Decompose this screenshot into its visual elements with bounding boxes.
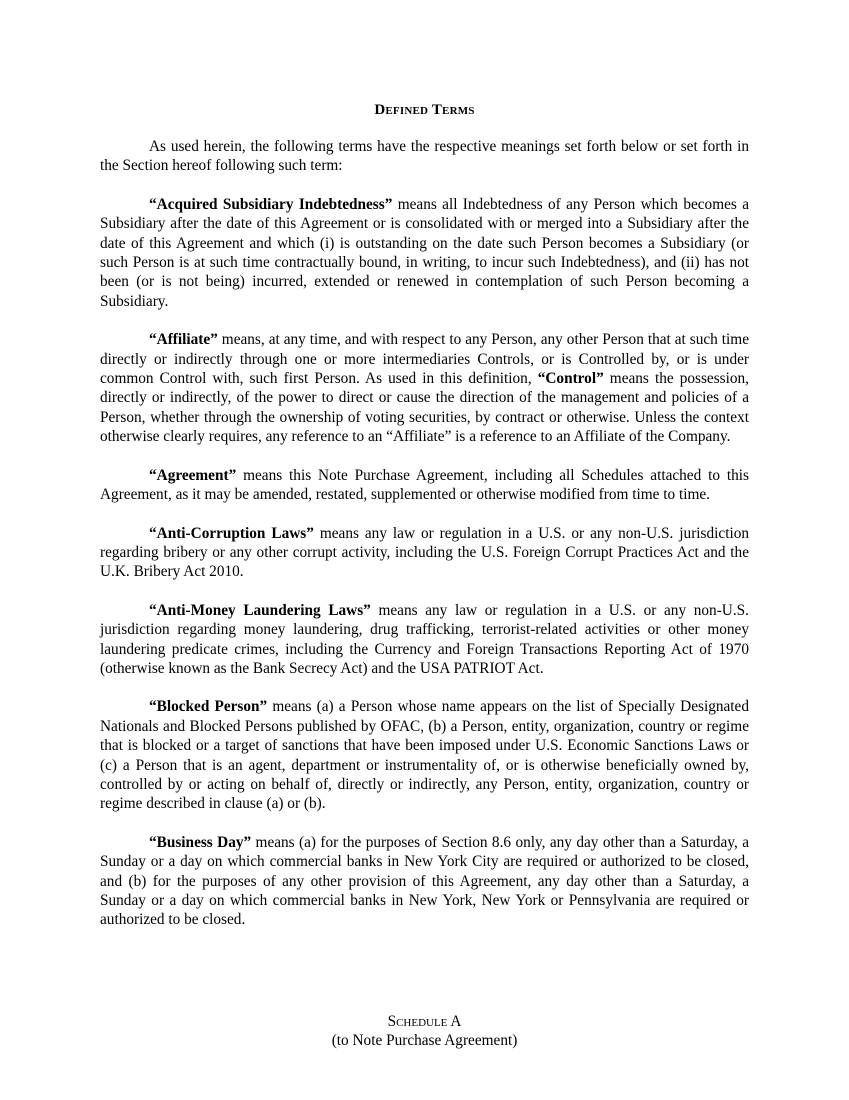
definition-anti-corruption-laws bbox=[100, 524, 749, 582]
definition-text: means any law or regulation in a U.S. or any non-U.S. jurisdiction regarding money laundering, drug trafficking, terrorist-related activities or other money laundering predicate crimes, including the Currency and Foreign Transactions Reporting Act of 1970 (otherwise known as the Bank Secrecy Act) and the USA PATRIOT Act. bbox=[100, 601, 749, 677]
definition-agreement bbox=[100, 466, 749, 505]
definition-text: means this Note Purchase Agreement, including all Schedules attached to this Agreement, as it may be amended, restated, supplemented or otherwise modified from time to time. bbox=[100, 466, 749, 504]
schedule-subtitle: (to Note Purchase Agreement) bbox=[331, 1032, 518, 1050]
schedule-label: Schedule A bbox=[387, 1013, 462, 1030]
definition-acquired-subsidiary-indebtedness bbox=[100, 195, 749, 311]
defined-term-control: “Control” bbox=[537, 370, 604, 388]
defined-term: “Blocked Person” bbox=[149, 698, 268, 716]
document-page bbox=[100, 100, 749, 949]
defined-term: “Agreement” bbox=[149, 466, 237, 484]
defined-term: “Affiliate” bbox=[149, 331, 218, 349]
definition-business-day bbox=[100, 833, 749, 930]
definition-text: means any law or regulation in a U.S. or any non-U.S. jurisdiction regarding bribery or any other corrupt activity, including the U.S. Foreign Corrupt Practices Act and the U.K. Bribery Act 2010. bbox=[100, 524, 749, 581]
defined-term: “Anti-Corruption Laws” bbox=[149, 524, 314, 542]
defined-term: “Business Day” bbox=[149, 833, 252, 851]
definition-text: means (a) for the purposes of Section 8.6 only, any day other than a Saturday, a Sunday or a day on which commercial banks in New York City are required or authorized to be closed, and (b) for the purposes of any other provision of this Agreement, any day other than a Saturday, a Sunday or a day on which commercial banks in New York, New York or Pennsylvania are required or authorized to be closed. bbox=[100, 833, 749, 929]
definition-text: means (a) a Person whose name appears on the list of Specially Designated Nationals and Blocked Persons published by OFAC, (b) a Person, entity, organization, country or regime that is blocked or a target of sanctions that have been imposed under U.S. Economic Sanctions Laws or (c) a Person that is an agent, department or instrumentality of, or is otherwise beneficially owned by, controlled by or acting on behalf of, directly or indirectly, any Person, entity, organization, country or regime described in clause (a) or (b). bbox=[100, 698, 749, 813]
definition-text: means, at any time, and with respect to any Person, any other Person that at such time directly or indirectly through one or more intermediaries Controls, or is Controlled by, or is under common Control with, such first Person. As used in this definition, bbox=[100, 331, 749, 388]
defined-term: “Anti-Money Laundering Laws” bbox=[149, 601, 371, 619]
definition-affiliate bbox=[100, 330, 749, 446]
page-title: Defined Terms bbox=[374, 102, 475, 118]
defined-term: “Acquired Subsidiary Indebtedness” bbox=[149, 195, 393, 213]
definition-blocked-person bbox=[100, 697, 749, 813]
intro-paragraph: As used herein, the following terms have the respective meanings set forth below or set forth in the Section hereof following such term: bbox=[100, 138, 749, 175]
definition-text: means all Indebtedness of any Person which becomes a Subsidiary after the date of this Agreement or is consolidated with or merged into a Subsidiary after the date of this Agreement and which (i) is outstanding on the date such Person becomes a Subsidiary (or such Person is at such time contractually bound, in writing, to incur such Indebtedness), and (ii) has not been (or is not being) incurred, extended or renewed in contemplation of such Person becoming a Subsidiary. bbox=[100, 195, 749, 310]
definition-anti-money-laundering-laws bbox=[100, 601, 749, 679]
definition-text-control: means the possession, directly or indirectly, of the power to direct or cause the direction of the management and policies of a Person, whether through the ownership of voting securities, by contract or otherwise. Unless the context otherwise clearly requires, any reference to an “Affiliate” is a reference to an Affiliate of the Company. bbox=[100, 370, 749, 446]
page-footer bbox=[100, 1012, 749, 1051]
